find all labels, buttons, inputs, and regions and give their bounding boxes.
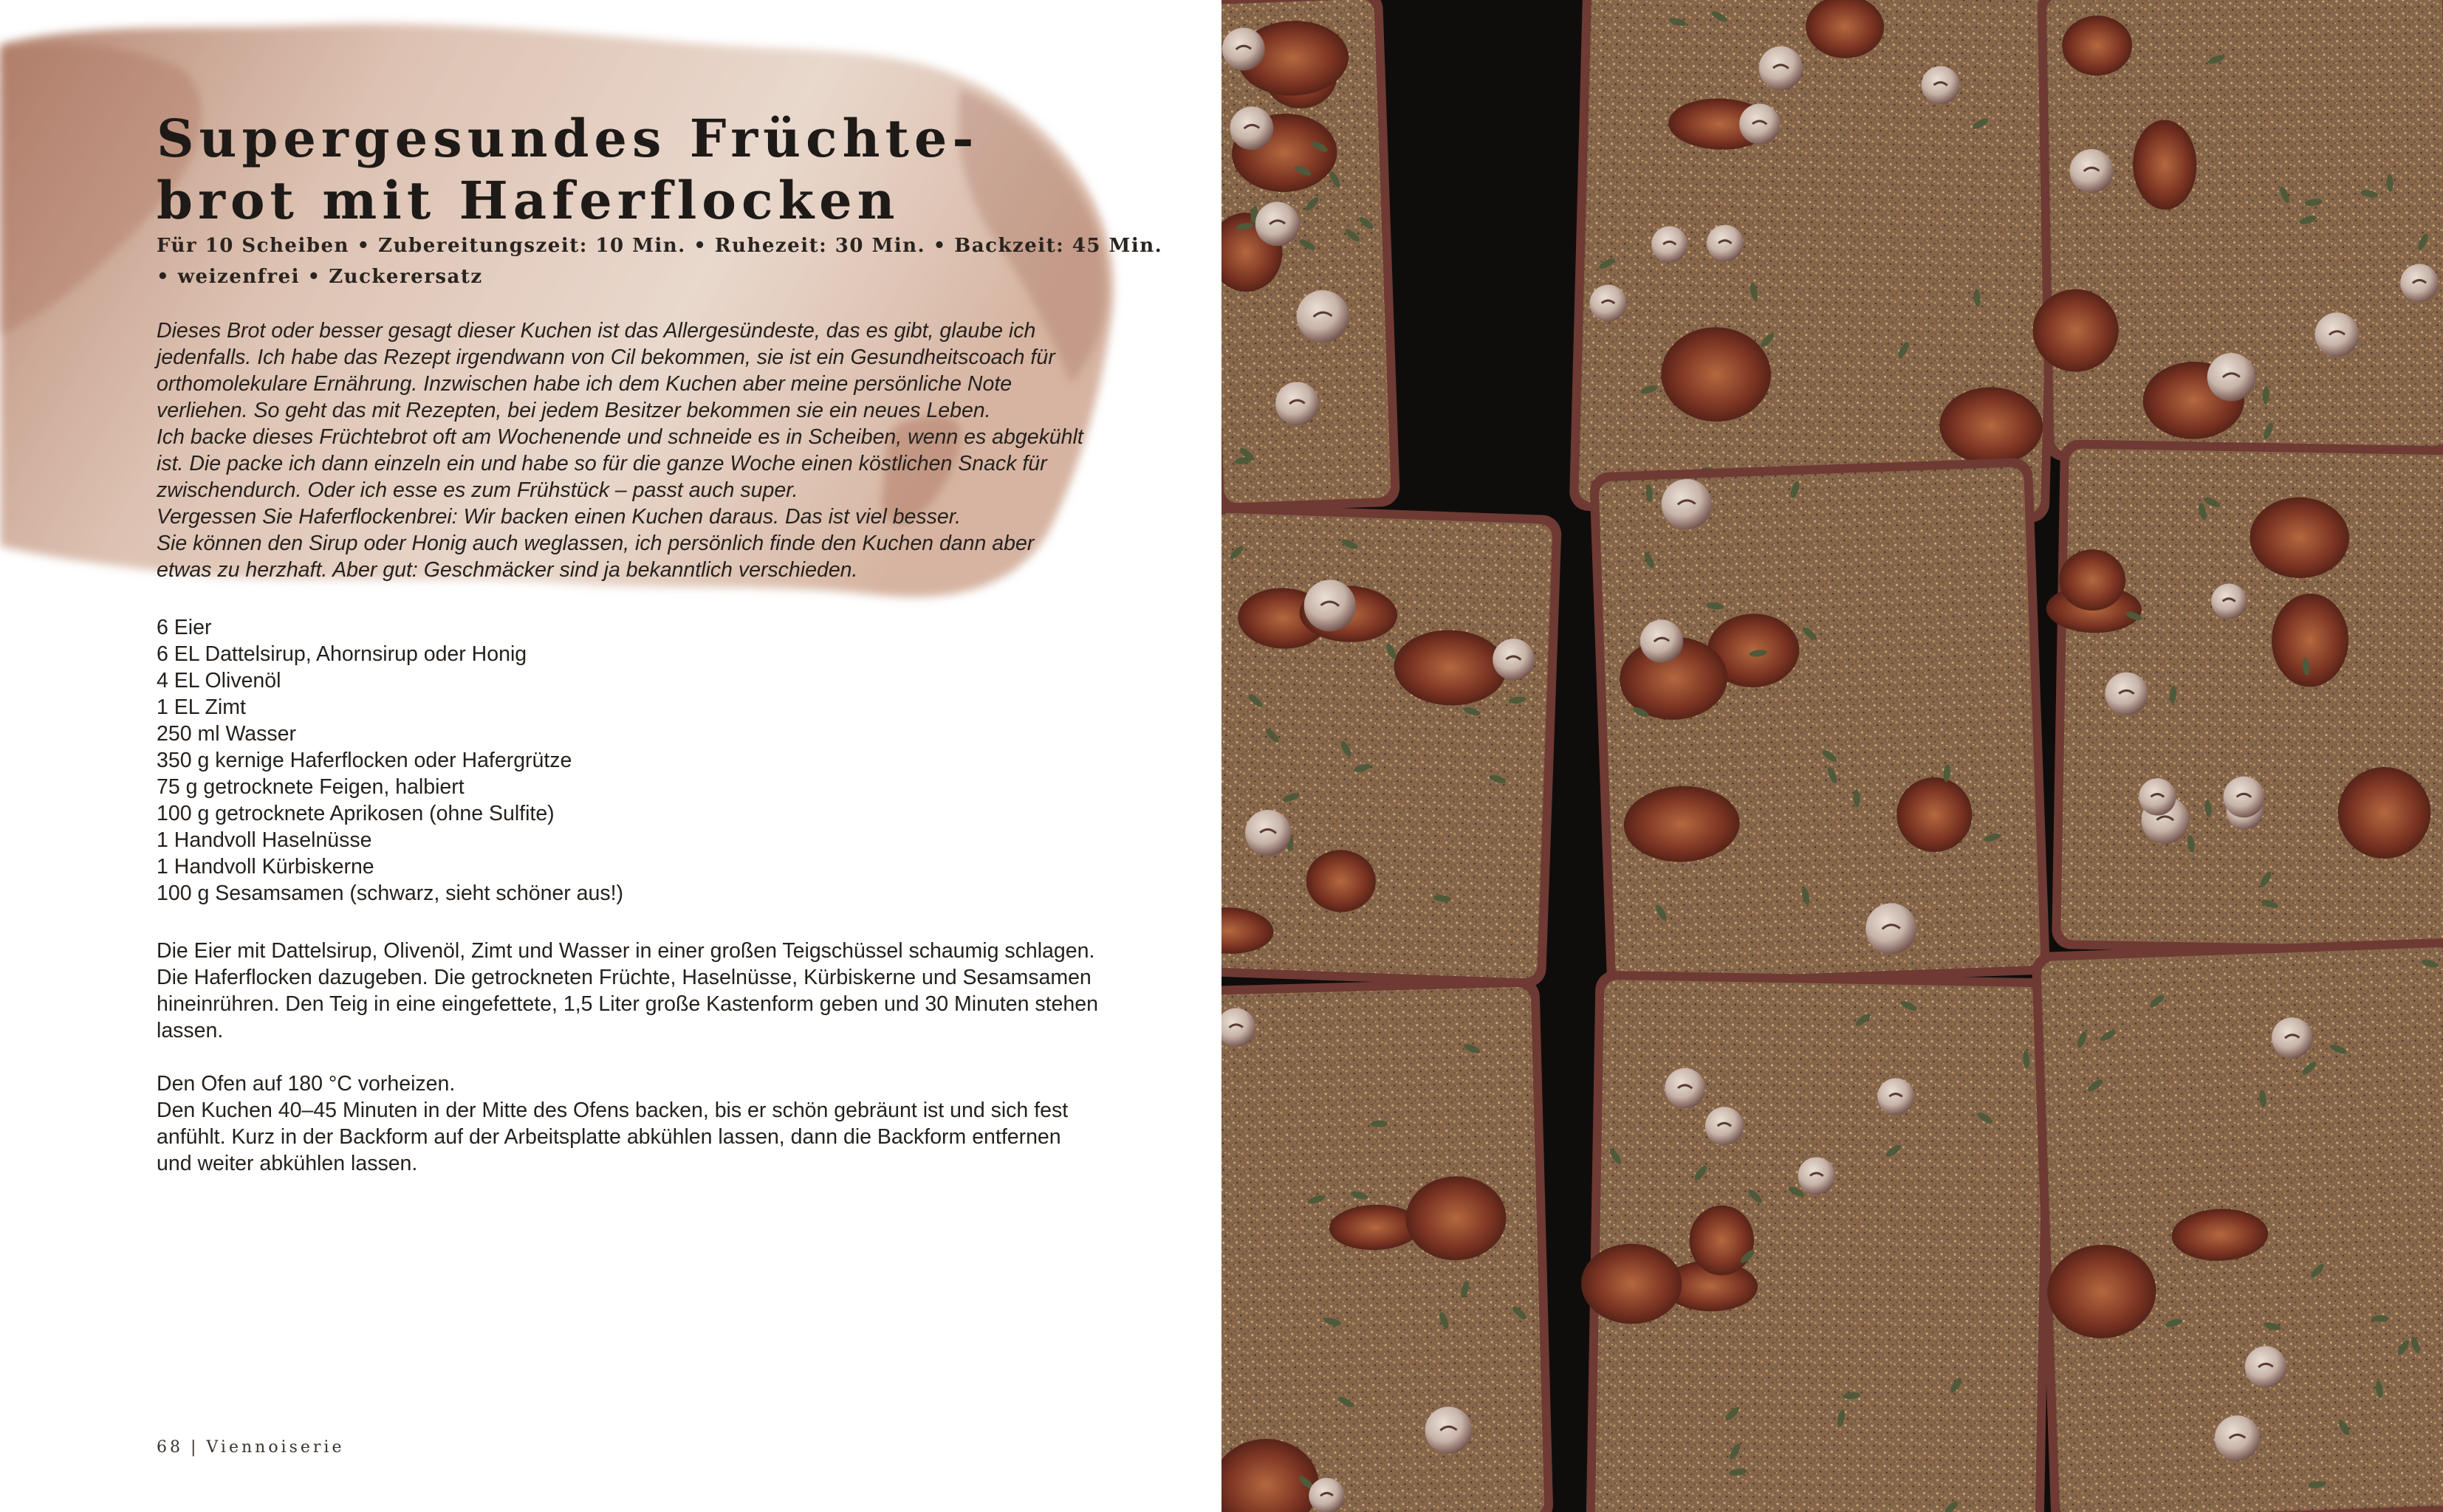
ingredient-item: 6 EL Dattelsirup, Ahornsirup oder Honig: [157, 642, 527, 666]
instruction-step: [157, 1071, 1117, 1177]
bread-slice: [1577, 970, 2054, 1512]
ingredient-item: 75 g getrocknete Feigen, halbiert: [157, 775, 465, 799]
ingredient-item: 4 EL Olivenöl: [157, 669, 281, 693]
page-number: 68: [157, 1438, 183, 1457]
intro-line: ist. Die packe ich dann einzeln ein und habe so für die ganze Woche einen köstlichen Snack für: [157, 452, 1047, 475]
section-name: Viennoiserie: [206, 1438, 345, 1457]
intro-line: Vergessen Sie Haferflockenbrei: Wir backen einen Kuchen daraus. Das ist viel besser.: [157, 505, 962, 529]
bread-slice: [2032, 938, 2443, 1512]
ingredient-item: 350 g kernige Haferflocken oder Hafergrütze: [157, 749, 572, 772]
intro-line: Dieses Brot oder besser gesagt dieser Kuchen ist das Allergesündeste, das es gibt, glaube ich: [157, 319, 1036, 343]
bread-slice: [1222, 0, 1400, 512]
ingredient-item: 100 g Sesamsamen (schwarz, sieht schöner aus!): [157, 882, 624, 905]
intro-line: etwas zu herzhaft. Aber gut: Geschmäcker sind ja bekanntlich verschieden.: [157, 558, 858, 582]
footer-separator: |: [191, 1438, 199, 1457]
bread-slice: [2026, 0, 2443, 461]
bread-slice: [1569, 0, 2063, 523]
recipe-intro: [157, 317, 1087, 583]
intro-line: verliehen. So geht das mit Rezepten, bei jedem Besitzer bekommen sie ein neues Leben.: [157, 399, 991, 422]
instruction-line: anfühlt. Kurz in der Backform auf der Arbeitsplatte abkühlen lassen, dann die Backform entfernen: [157, 1125, 1061, 1149]
page-footer: [157, 1438, 344, 1457]
bread-slice: [1222, 503, 1562, 988]
intro-line: orthomolekulare Ernährung. Inzwischen habe ich dem Kuchen aber meine persönliche Note: [157, 372, 1013, 396]
instruction-step: [157, 938, 1117, 1044]
instruction-line: Den Kuchen 40–45 Minuten in der Mitte des Ofens backen, bis er schön gebräunt ist und sich fest: [157, 1099, 1069, 1122]
intro-line: jedenfalls. Ich habe das Rezept irgendwann von Cil bekommen, sie ist ein Gesundheitscoach für: [157, 346, 1055, 369]
recipe-meta: [157, 230, 1163, 292]
recipe-instructions: [157, 938, 1117, 1203]
ingredient-item: 1 EL Zimt: [157, 695, 246, 719]
ingredient-item: 100 g getrocknete Aprikosen (ohne Sulfite): [157, 802, 555, 825]
right-page-photo: [1222, 0, 2443, 1512]
intro-line: Sie können den Sirup oder Honig auch weglassen, ich persönlich finde den Kuchen dann aber: [157, 532, 1035, 555]
intro-line: Ich backe dieses Früchtebrot oft am Wochenende und schneide es in Scheiben, wenn es abgekühlt: [157, 425, 1083, 449]
instruction-line: Den Ofen auf 180 °C vorheizen.: [157, 1072, 456, 1096]
bread-slice: [2041, 439, 2443, 956]
ingredient-list: [157, 614, 969, 907]
recipe-title: [157, 108, 1043, 232]
instruction-line: Die Eier mit Dattelsirup, Olivenöl, Zimt und Wasser in einer großen Teigschüssel schaumig schlagen.: [157, 939, 1095, 963]
title-line-2: brot mit Haferflocken: [157, 170, 900, 231]
ingredient-item: 6 Eier: [157, 616, 212, 639]
ingredient-item: 1 Handvoll Haselnüsse: [157, 828, 372, 852]
ingredient-item: 1 Handvoll Kürbiskerne: [157, 855, 374, 879]
intro-line: zwischendurch. Oder ich esse es zum Frühstück – passt auch super.: [157, 478, 798, 502]
meta-line-2: • weizenfrei • Zuckerersatz: [157, 266, 483, 288]
instruction-line: hineinrühren. Den Teig in eine eingefettete, 1,5 Liter große Kastenform geben und 30 Minuten stehen: [157, 992, 1098, 1016]
instruction-line: und weiter abkühlen lassen.: [157, 1152, 418, 1175]
title-line-1: Supergesundes Früchte-: [157, 108, 979, 169]
bread-slice: [1589, 458, 2050, 990]
fruit-bread-photo: [1222, 0, 2443, 1512]
instruction-line: lassen.: [157, 1019, 224, 1042]
instruction-line: Die Haferflocken dazugeben. Die getrockneten Früchte, Haselnüsse, Kürbiskerne und Sesamsamen: [157, 966, 1092, 989]
meta-line-1: Für 10 Scheiben • Zubereitungszeit: 10 Min. • Ruhezeit: 30 Min. • Backzeit: 45 Min.: [157, 235, 1163, 257]
ingredient-item: 250 ml Wasser: [157, 722, 296, 746]
bread-slice: [1222, 977, 1554, 1512]
